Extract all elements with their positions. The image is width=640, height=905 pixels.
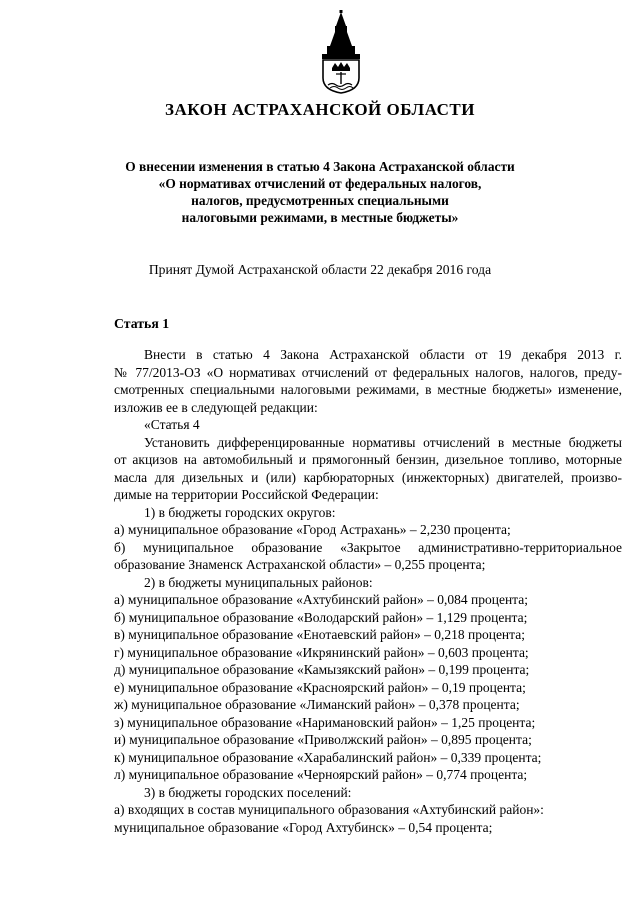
subtitle-line: О внесении изменения в статью 4 Закона Астраханской области [125,159,515,174]
body-line: от акцизов на автомобильный и прямогонный бензин, дизельное топливо, моторные [114,452,622,467]
body-line: Внести в статью 4 Закона Астраханской области от 19 декабря 2013 г. [144,347,622,362]
body-line: образование Знаменск Астраханской области» – 0,255 процента; [114,557,486,572]
document-body [114,346,622,836]
body-line: к) муниципальное образование «Харабалинский район» – 0,339 процента; [114,749,542,765]
body-line: масла для дизельных и (или) карбюраторных (инжекторных) двигателей, произво- [114,469,622,485]
body-line: в) муниципальное образование «Енотаевский район» – 0,218 процента; [114,627,525,642]
body-line: л) муниципальное образование «Черноярский район» – 0,774 процента; [114,767,528,782]
body-line: изложив ее в следующей редакции: [114,399,318,415]
subtitle-line: налоговыми режимами, в местные бюджеты» [181,210,459,225]
body-line: б) муниципальное образование «Закрытое административно-территориальное [114,539,622,555]
body-line: и) муниципальное образование «Приволжский район» – 0,895 процента; [114,732,532,747]
body-line: 3) в бюджеты городских поселений: [144,784,352,800]
body-line: б) муниципальное образование «Володарский район» – 1,129 процента; [114,609,528,625]
body-line: 1) в бюджеты городских округов: [144,504,336,520]
article-heading: Статья 1 [114,316,170,331]
law-title: ЗАКОН АСТРАХАНСКОЙ ОБЛАСТИ [164,100,475,119]
subtitle-line: налогов, предусмотренных специальными [191,193,449,208]
body-line: а) муниципальное образование «Город Астрахань» – 2,230 процента; [114,522,511,537]
body-line: з) муниципальное образование «Наримановский район» – 1,25 процента; [114,714,536,730]
body-line: муниципальное образование «Город Ахтубинск» – 0,54 процента; [114,819,493,835]
body-line: ж) муниципальное образование «Лиманский район» – 0,378 процента; [114,697,520,712]
body-line: г) муниципальное образование «Икрянинский район» – 0,603 процента; [114,644,529,660]
coat-of-arms-icon [318,10,364,94]
body-line: смотренных специальными налоговыми режимами, в местные бюджеты» изменение, [114,382,622,397]
body-line: а) муниципальное образование «Ахтубинский район» – 0,084 процента; [114,592,528,607]
body-line: димые на территории Российской Федерации: [114,487,379,502]
subtitle-line: «О нормативах отчислений от федеральных налогов, [158,176,482,191]
law-subtitle [60,158,580,226]
body-line: № 77/2013-ОЗ «О нормативах отчислений от федеральных налогов, налогов, преду- [114,364,622,380]
body-line: 2) в бюджеты муниципальных районов: [144,574,373,590]
body-line: д) муниципальное образование «Камызякский район» – 0,199 процента; [114,662,530,677]
body-line: е) муниципальное образование «Красноярский район» – 0,19 процента; [114,679,526,695]
body-line: «Статья 4 [144,417,200,432]
body-line: Установить дифференцированные нормативы отчислений в местные бюджеты [144,434,622,450]
adoption-line: Принят Думой Астраханской области 22 декабря 2016 года [148,262,492,277]
body-line: а) входящих в состав муниципального образования «Ахтубинский район»: [114,802,544,817]
